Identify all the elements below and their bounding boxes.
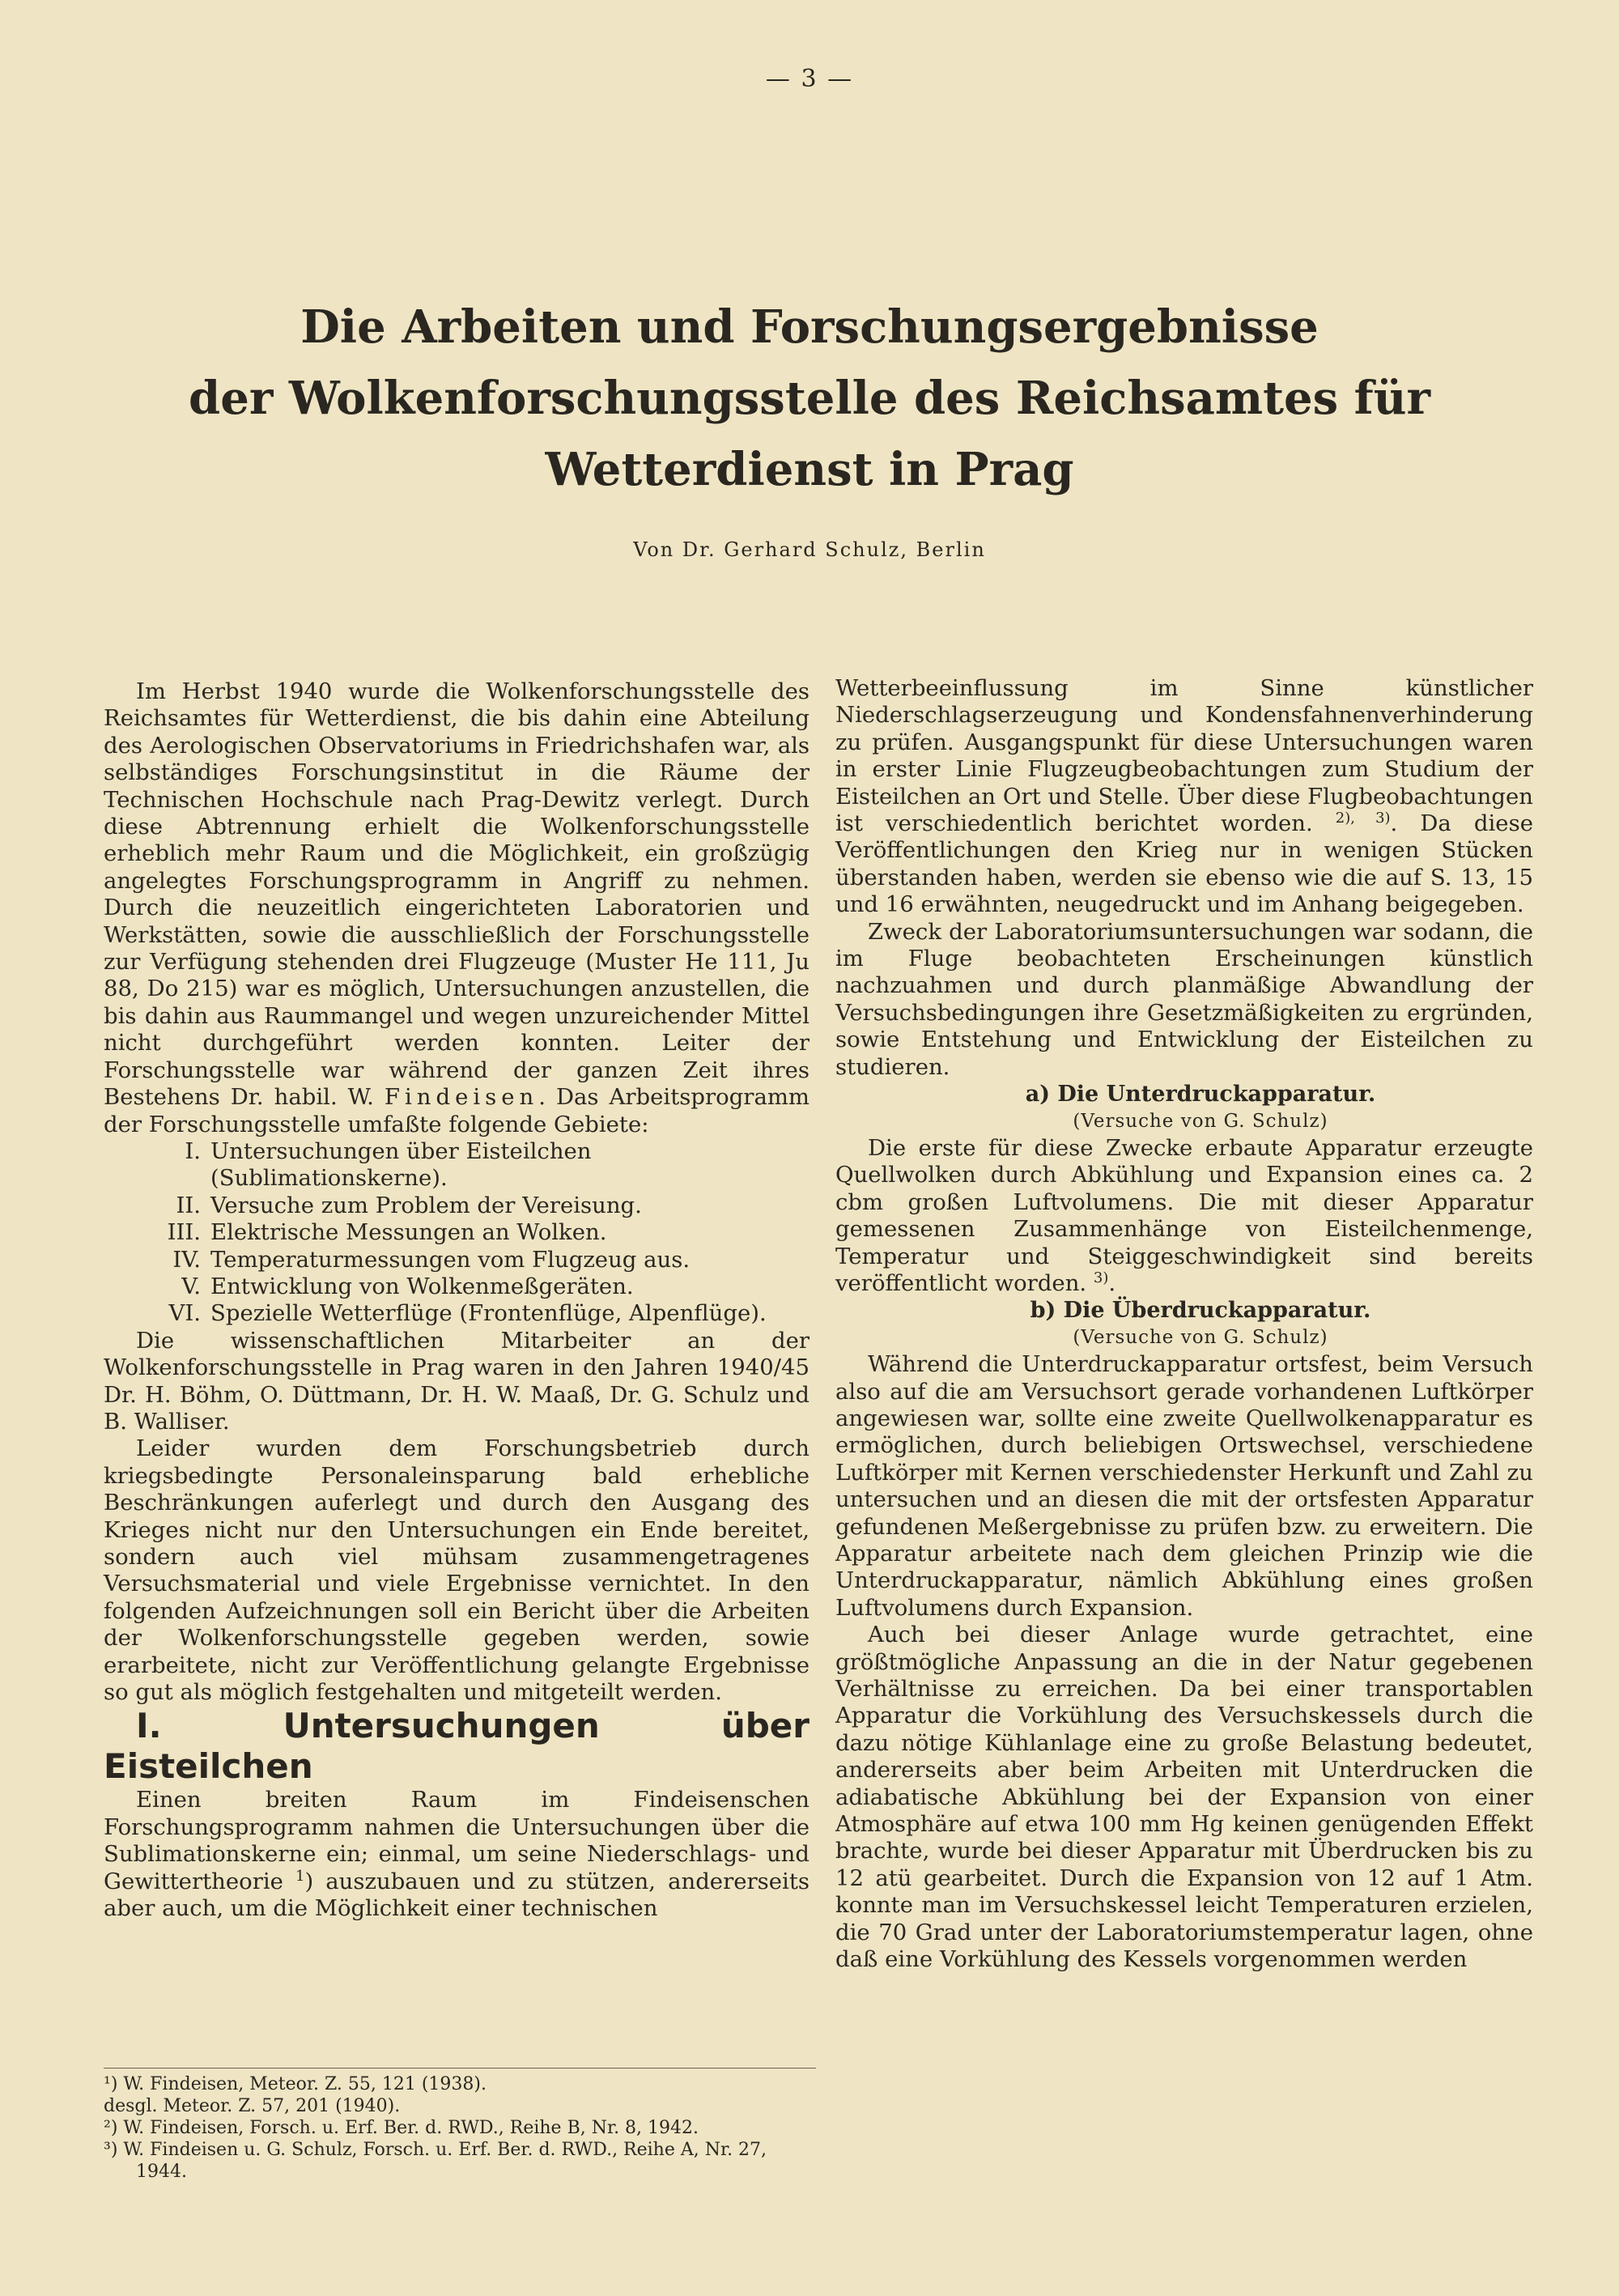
staff-paragraph: Die wissenschaftlichen Mitarbeiter an der Wolkenforschungsstelle in Prag waren in den Jahren 1940/45 Dr. H. Böhm, O. Düttmann, Dr. H. W. Maaß, Dr. G. Schulz und B. Walliser. [104,1327,810,1435]
continued-paragraph: Wetterbeeinflussung im Sinne künstlicher Niederschlagserzeugung und Kondensfahnenverhinderung zu prüfen. Ausgangspunkt für diese Untersuchungen waren in erster Linie Flugzeugbeobachtungen zum Studium der Eisteilchen an Ort und Stelle. Über diese Flugbeobachtungen ist verschiedentlich berichtet worden. $^{2), 3)}$. Da diese Veröffentlichungen den Krieg nur in wenigen Stücken überstanden haben, werden sie ebenso wie die auf S. 13, 15 und 16 erwähnten, neugedruckt und im Anhang beigegeben. [835,675,1533,918]
list-item: II. Versuche zum Problem der Vereisung. [176,1192,642,1218]
subsection-heading-b: b) Die Überdruckapparatur. [1030,1298,1371,1324]
left-column [104,678,810,1922]
list-item: III. Elektrische Messungen an Wolken. [167,1219,607,1246]
footnote: desgl. Meteor. Z. 57, 201 (1940). [104,2096,401,2116]
list-item: V. Entwicklung von Wolkenmeßgeräten. [181,1273,634,1299]
footnote: ³) W. Findeisen u. G. Schulz, Forsch. u. Erf. Ber. d. RWD., Reihe A, Nr. 27, 1944. [104,2140,767,2182]
author-line: Von Dr. Gerhard Schulz, Berlin [633,538,986,561]
purpose-paragraph: Zweck der Laboratoriumsuntersuchungen war sodann, die im Fluge beobachteten Erscheinungen künstlich nachzuahmen und durch planmäßige Abwandlung der Versuchsbedingungen ihre Gesetzmäßigkeiten zu ergründen, sowie Entstehung und Entwicklung der Eisteilchen zu studieren. [835,918,1533,1080]
research-program-list [104,1138,810,1328]
section-paragraph: Einen breiten Raum im Findeisenschen Forschungsprogramm nahmen die Untersuchungen über die Sublimationskerne ein; einmal, um seine Niederschlags- und Gewittertheorie $^1$) auszubauen und zu stützen, andererseits aber auch, um die Möglichkeit einer technischen [104,1787,810,1922]
footnote-ref: 2), 3) [1335,809,1391,827]
war-paragraph: Leider wurden dem Forschungsbetrieb durch kriegsbedingte Personaleinsparung bald erhebliche Beschränkungen auferlegt und durch den Ausgang des Krieges nicht nur den Untersuchungen ein Ende bereitet, sondern auch viel mühsam zusammengetragenes Versuchsmaterial und viele Ergebnisse vernichtet. In den folgenden Aufzeichnungen soll ein Bericht über die Arbeiten der Wolkenforschungsstelle gegeben werden, sowie erarbeitete, nicht zur Veröffentlichung gelangte Ergebnisse so gut als möglich festgehalten und mitgeteilt werden. [104,1435,810,1706]
subsection-heading-a: a) Die Unterdruckapparatur. [1025,1082,1376,1108]
article-title [121,291,1498,505]
section-heading: I. Untersuchungen über Eisteilchen [104,1706,810,1787]
footnote-ref: 3) [1093,1269,1109,1286]
subsection-note-b: (Versuche von G. Schulz) [1073,1326,1328,1348]
intro-paragraph: Im Herbst 1940 wurde die Wolkenforschungsstelle des Reichsamtes für Wetterdienst, die bis dahin eine Abteilung des Aerologischen Observatoriums in Friedrichshafen war, als selbständiges Forschungsinstitut in die Räume der Technischen Hochschule nach Prag-Dewitz verlegt. Durch diese Abtrennung erhielt die Wolkenforschungsstelle erheblich mehr Raum und die Möglichkeit, ein großzügig angelegtes Forschungsprogramm in Angriff zu nehmen. Durch die neuzeitlich eingerichteten Laboratorien und Werkstätten, sowie die ausschließlich der Forschungsstelle zur Verfügung stehenden drei Flugzeuge (Muster He 111, Ju 88, Do 215) war es möglich, Untersuchungen anzustellen, die bis dahin aus Raummangel und wegen unzureichender Mittel nicht durchgeführt werden konnten. Leiter der Forschungsstelle war während der ganzen Zeit ihres Bestehens Dr. habil. W. Findeisen. Das Arbeitsprogramm der Forschungsstelle umfaßte folgende Gebiete: [104,678,810,1137]
footnote-ref: 1 [295,1867,305,1885]
title-line-2: der Wolkenforschungsstelle des Reichsamtes für [189,372,1430,425]
page-number: — 3 — [765,65,854,93]
subsection-a-paragraph: Die erste für diese Zwecke erbaute Apparatur erzeugte Quellwolken durch Abkühlung und Expansion eines ca. 2 cbm großen Luftvolumens. Die mit dieser Apparatur gemessenen Zusammenhänge von Eisteilchenmenge, Temperatur und Steiggeschwindigkeit sind bereits veröffentlicht worden. $^{3)}$. [835,1134,1533,1296]
right-column [835,675,1533,1974]
leader-name: Findeisen [384,1084,539,1111]
subsection-b-paragraph-2: Auch bei dieser Anlage wurde getrachtet, eine größtmögliche Anpassung an die in der Natur gegebenen Verhältnisse zu erreichen. Da bei einer transportablen Apparatur die Vorkühlung des Versuchskessels durch die dazu nötige Kühlanlage eine zu große Belastung bedeutet, andererseits aber beim Arbeiten mit Unterdrucken die adiabatische Abkühlung bei der Expansion von einer Atmosphäre auf etwa 100 mm Hg keinen genügenden Effekt brachte, wurde bei dieser Apparatur mit Überdrucken bis zu 12 atü gearbeitet. Durch die Expansion von 12 auf 1 Atm. konnte man im Versuchskessel leicht Temperaturen erzielen, die 70 Grad unter der Laboratoriumstemperatur lagen, ohne daß eine Vorkühlung des Kessels vorgenommen werden [835,1622,1533,1973]
subsection-note-a: (Versuche von G. Schulz) [1073,1110,1328,1132]
title-line-1: Die Arbeiten und Forschungsergebnisse [300,300,1319,354]
list-item: IV. Temperaturmessungen vom Flugzeug aus. [172,1246,691,1273]
footnote: ²) W. Findeisen, Forsch. u. Erf. Ber. d. RWD., Reihe B, Nr. 8, 1942. [104,2118,699,2138]
subsection-b-paragraph-1: Während die Unterdruckapparatur ortsfest, beim Versuch also auf die am Versuchsort gerade vorhandenen Luftkörper angewiesen war, sollte eine zweite Quellwolkenapparatur es ermöglichen, durch beliebigen Ortswechsel, verschiedene Luftkörper mit Kernen verschiedenster Herkunft und Zahl zu untersuchen und an diesen die mit der ortsfesten Apparatur gefundenen Meßergebnisse zu prüfen bzw. zu erweitern. Die Apparatur arbeitete nach dem gleichen Prinzip wie die Unterdruckapparatur, nämlich Abkühlung eines großen Luftvolumens durch Expansion. [835,1351,1533,1621]
title-line-3: Wetterdienst in Prag [545,443,1074,496]
list-item: VI. Spezielle Wetterflüge (Frontenflüge, Alpenflüge). [168,1300,767,1327]
list-item: I. Untersuchungen über Eisteilchen (Sublimationskerne). [185,1137,592,1192]
footnotes [104,2068,816,2183]
footnote: ¹) W. Findeisen, Meteor. Z. 55, 121 (1938). [104,2074,487,2094]
